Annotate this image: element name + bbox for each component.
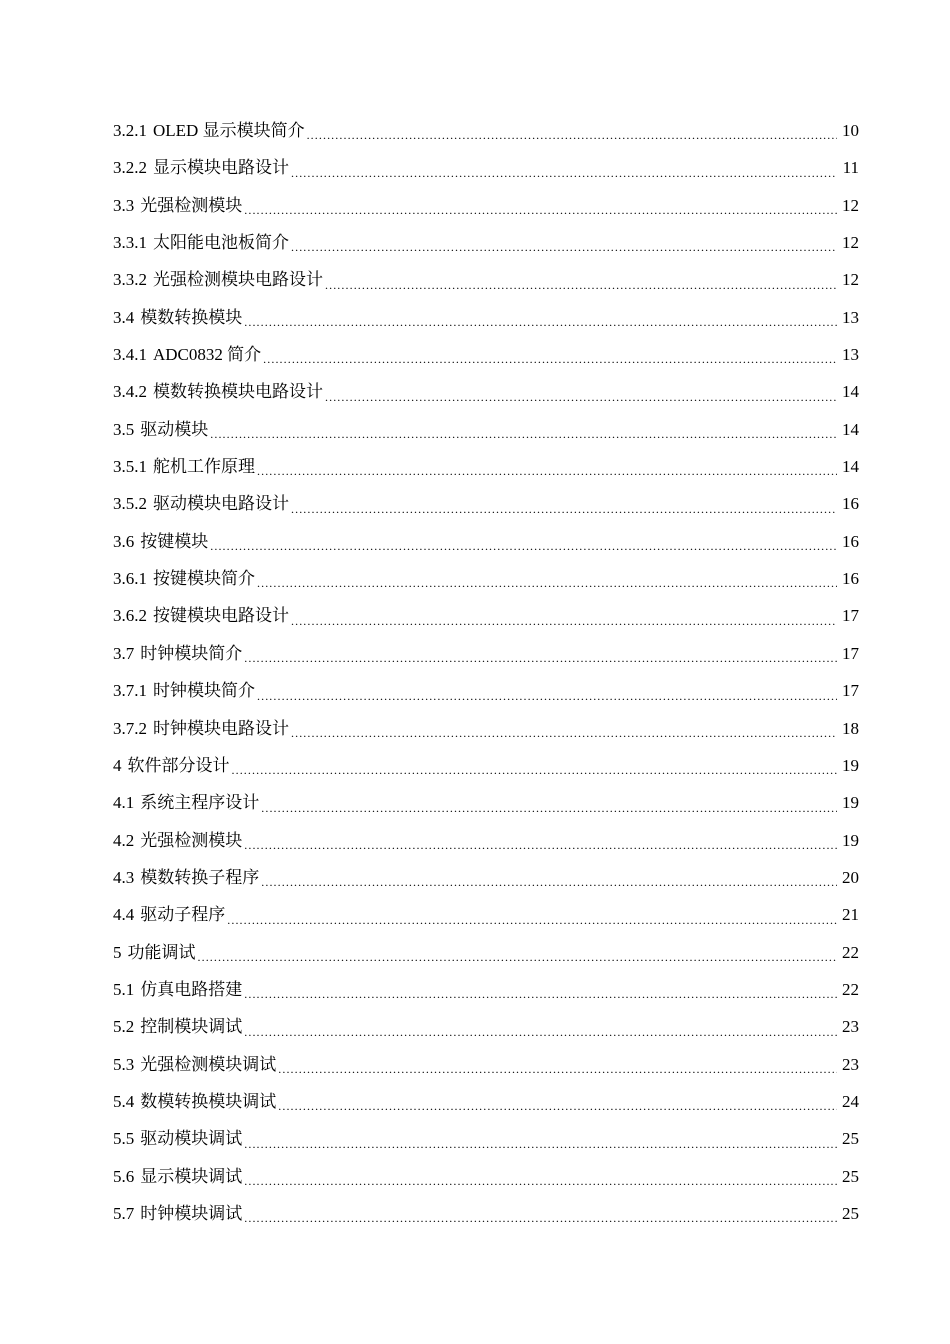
toc-entry[interactable] (113, 635, 859, 672)
toc-dot-leader (210, 411, 837, 448)
toc-entry-title: 驱动模块 (140, 419, 209, 439)
toc-entry-title: 显示模块电路设计 (153, 158, 289, 178)
toc-entry-title: 显示模块调试 (140, 1166, 243, 1186)
toc-entry[interactable] (113, 672, 859, 709)
toc-entry-page: 17 (842, 606, 859, 626)
toc-dot-leader (278, 1046, 837, 1083)
toc-dot-leader (291, 597, 837, 634)
toc-entry[interactable] (113, 112, 859, 149)
toc-entry-title: 模数转换子程序 (140, 867, 260, 887)
toc-entry-page: 12 (842, 233, 859, 253)
toc-entry-number: 3.6.1 (113, 569, 147, 589)
toc-entry-page: 19 (842, 755, 859, 775)
toc-entry[interactable] (113, 822, 859, 859)
toc-dot-leader (244, 822, 837, 859)
toc-entry-title: 光强检测模块调试 (140, 1054, 277, 1074)
toc-entry-page: 22 (842, 942, 859, 962)
toc-dot-leader (232, 747, 838, 784)
toc-entry-page: 23 (842, 1017, 859, 1037)
toc-dot-leader (261, 859, 837, 896)
toc-entry-number: 3.6.2 (113, 606, 147, 626)
toc-entry[interactable] (113, 411, 859, 448)
toc-entry-title: 时钟模块简介 (153, 681, 255, 701)
toc-entry[interactable] (113, 560, 859, 597)
toc-dot-leader (291, 149, 837, 186)
toc-entry[interactable] (113, 1008, 859, 1045)
toc-entry-page: 13 (842, 307, 859, 327)
table-of-contents (113, 112, 859, 1232)
toc-entry-page: 20 (842, 867, 859, 887)
toc-entry[interactable] (113, 1158, 859, 1195)
toc-entry[interactable] (113, 1046, 859, 1083)
toc-entry-page: 12 (842, 195, 859, 215)
toc-entry-title: 模数转换模块电路设计 (153, 382, 323, 402)
toc-entry-number: 5.7 (113, 1203, 135, 1223)
toc-entry[interactable] (113, 1083, 859, 1120)
toc-entry-page: 13 (842, 345, 859, 365)
toc-dot-leader (244, 635, 837, 672)
toc-dot-leader (244, 299, 837, 336)
toc-entry[interactable] (113, 747, 859, 784)
toc-entry-title: 按键模块 (140, 531, 209, 551)
toc-entry[interactable] (113, 1120, 859, 1157)
toc-dot-leader (244, 971, 837, 1008)
toc-entry-page: 19 (842, 793, 859, 813)
toc-entry-page: 10 (842, 121, 859, 140)
toc-entry-title: 驱动子程序 (140, 905, 226, 925)
toc-entry-number: 4.4 (113, 905, 135, 925)
toc-entry-number: 3.3.1 (113, 233, 147, 253)
toc-entry-number: 3.5.1 (113, 457, 147, 477)
toc-entry-number: 3.5 (113, 419, 135, 439)
toc-entry-title: 驱动模块电路设计 (153, 494, 289, 514)
toc-entry-title: 数模转换模块调试 (140, 1091, 277, 1111)
toc-entry-page: 21 (842, 905, 859, 925)
toc-entry-title: 按键模块电路设计 (153, 606, 289, 626)
toc-entry-title: 光强检测模块电路设计 (153, 270, 323, 290)
toc-entry-page: 11 (842, 158, 859, 178)
toc-entry-title: 光强检测模块 (140, 195, 243, 215)
toc-entry-number: 3.7.1 (113, 681, 147, 701)
toc-entry[interactable] (113, 523, 859, 560)
toc-entry[interactable] (113, 1195, 859, 1232)
toc-dot-leader (263, 336, 837, 373)
toc-entry[interactable] (113, 448, 859, 485)
toc-entry-page: 25 (842, 1129, 859, 1149)
toc-dot-leader (278, 1083, 837, 1120)
toc-entry-title: 功能调试 (127, 942, 196, 962)
toc-entry-title: 光强检测模块 (140, 830, 243, 850)
toc-dot-leader (291, 485, 837, 522)
toc-dot-leader (198, 934, 838, 971)
toc-entry-number: 3.4.2 (113, 382, 147, 402)
toc-entry-title: 时钟模块电路设计 (153, 718, 289, 738)
toc-entry-page: 16 (842, 569, 859, 589)
toc-entry[interactable] (113, 859, 859, 896)
toc-entry-number: 5.5 (113, 1129, 135, 1149)
toc-dot-leader (227, 896, 837, 933)
toc-entry-title: 驱动模块调试 (140, 1129, 243, 1149)
toc-entry-title: OLED 显示模块简介 (153, 121, 305, 140)
toc-entry-page: 22 (842, 979, 859, 999)
toc-entry-title: 时钟模块简介 (140, 643, 243, 663)
toc-entry-title: 系统主程序设计 (140, 793, 260, 813)
toc-entry-number: 3.4 (113, 307, 135, 327)
toc-dot-leader (291, 710, 837, 747)
toc-dot-leader (244, 187, 837, 224)
toc-dot-leader (244, 1158, 837, 1195)
toc-entry[interactable] (113, 261, 859, 298)
toc-entry-number: 3.6 (113, 531, 135, 551)
toc-dot-leader (325, 261, 837, 298)
toc-entry-title: 太阳能电池板简介 (153, 233, 289, 253)
toc-entry-title: 按键模块简介 (153, 569, 255, 589)
toc-entry-number: 5.6 (113, 1166, 135, 1186)
toc-dot-leader (210, 523, 837, 560)
toc-entry[interactable] (113, 597, 859, 634)
toc-entry-page: 18 (842, 718, 859, 738)
toc-entry[interactable] (113, 896, 859, 933)
toc-entry[interactable] (113, 149, 859, 186)
toc-entry[interactable] (113, 373, 859, 410)
toc-entry-number: 3.7.2 (113, 718, 147, 738)
toc-entry-page: 24 (842, 1091, 859, 1111)
toc-entry-number: 4.3 (113, 867, 135, 887)
toc-entry-number: 5 (113, 942, 122, 962)
toc-entry-number: 5.2 (113, 1017, 135, 1037)
toc-entry-number: 5.1 (113, 979, 135, 999)
toc-entry-title: ADC0832 简介 (153, 345, 262, 365)
toc-entry-page: 25 (842, 1203, 859, 1223)
toc-entry[interactable] (113, 971, 859, 1008)
toc-entry-number: 4 (113, 755, 122, 775)
toc-dot-leader (257, 560, 837, 597)
toc-dot-leader (261, 784, 837, 821)
toc-entry-title: 舵机工作原理 (153, 457, 255, 477)
toc-entry-page: 14 (842, 382, 859, 402)
toc-entry-number: 5.4 (113, 1091, 135, 1111)
toc-entry-page: 16 (842, 531, 859, 551)
toc-entry-title: 软件部分设计 (127, 755, 230, 775)
toc-entry-title: 模数转换模块 (140, 307, 243, 327)
toc-entry-number: 4.1 (113, 793, 135, 813)
toc-entry-page: 14 (842, 419, 859, 439)
toc-entry[interactable] (113, 224, 859, 261)
toc-dot-leader (244, 1008, 837, 1045)
toc-entry-title: 控制模块调试 (140, 1017, 243, 1037)
toc-entry[interactable] (113, 187, 859, 224)
toc-entry[interactable] (113, 336, 859, 373)
toc-entry-number: 3.2.2 (113, 158, 147, 178)
toc-entry-page: 12 (842, 270, 859, 290)
toc-entry[interactable] (113, 299, 859, 336)
toc-entry[interactable] (113, 485, 859, 522)
toc-dot-leader (244, 1195, 837, 1232)
toc-dot-leader (291, 224, 837, 261)
toc-entry-number: 5.3 (113, 1054, 135, 1074)
toc-entry-number: 3.2.1 (113, 121, 147, 140)
toc-entry-page: 25 (842, 1166, 859, 1186)
toc-entry-number: 3.3.2 (113, 270, 147, 290)
toc-entry-title: 仿真电路搭建 (140, 979, 243, 999)
toc-entry[interactable] (113, 934, 859, 971)
toc-entry-page: 16 (842, 494, 859, 514)
toc-dot-leader (325, 373, 837, 410)
toc-entry-page: 17 (842, 643, 859, 663)
toc-entry-number: 3.7 (113, 643, 135, 663)
toc-entry[interactable] (113, 710, 859, 747)
toc-dot-leader (257, 448, 837, 485)
toc-dot-leader (307, 112, 837, 149)
toc-entry-page: 17 (842, 681, 859, 701)
toc-entry-title: 时钟模块调试 (140, 1203, 243, 1223)
toc-entry-page: 23 (842, 1054, 859, 1074)
toc-dot-leader (257, 672, 837, 709)
toc-entry[interactable] (113, 784, 859, 821)
toc-entry-page: 14 (842, 457, 859, 477)
toc-entry-page: 19 (842, 830, 859, 850)
toc-entry-number: 3.4.1 (113, 345, 147, 365)
toc-dot-leader (244, 1120, 837, 1157)
toc-entry-number: 4.2 (113, 830, 135, 850)
toc-entry-number: 3.5.2 (113, 494, 147, 514)
toc-entry-number: 3.3 (113, 195, 135, 215)
